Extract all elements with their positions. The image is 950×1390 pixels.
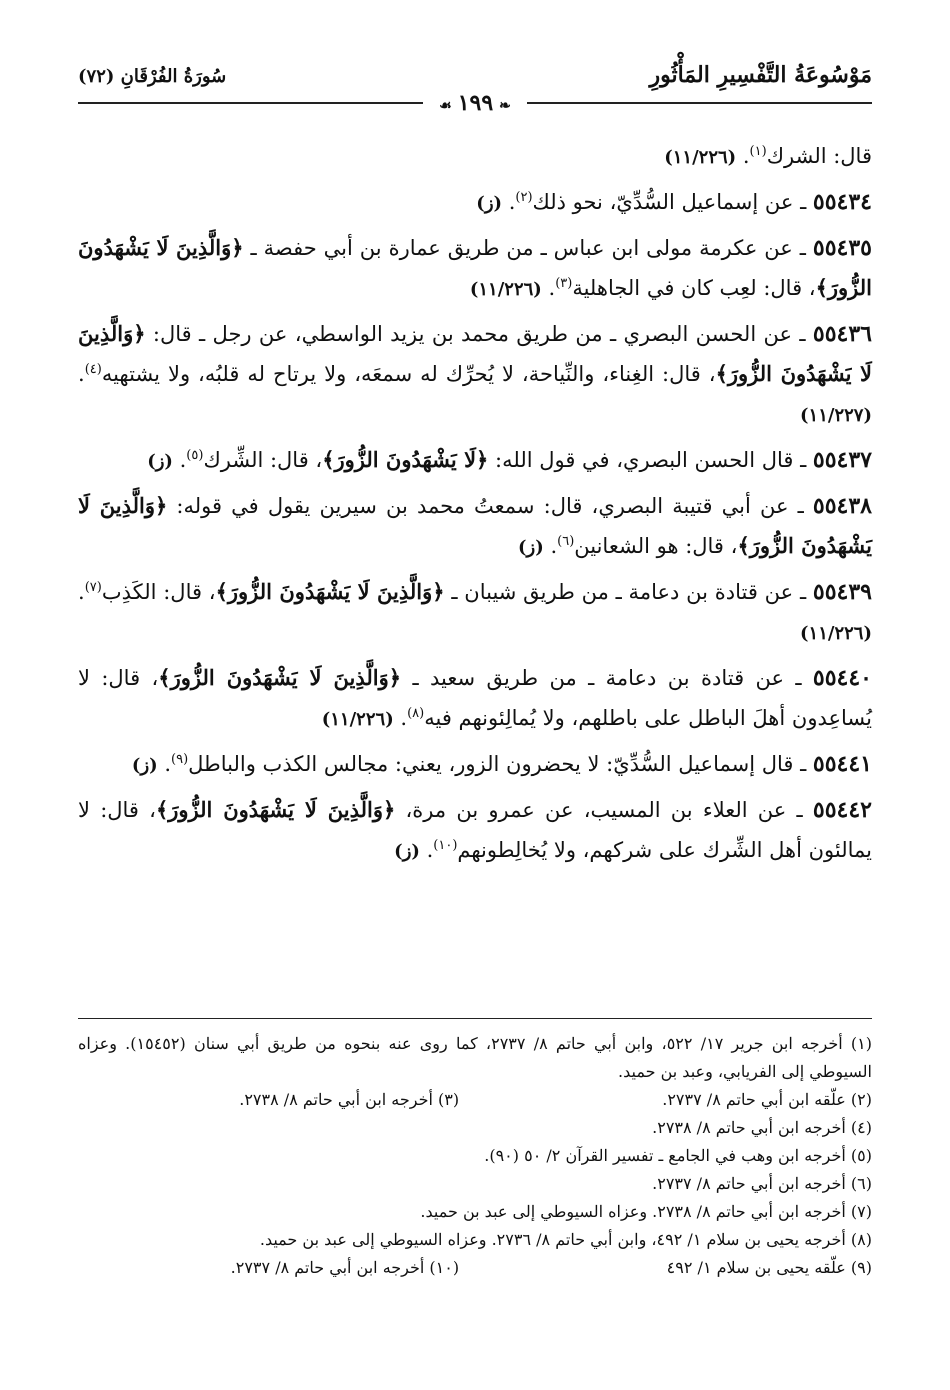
quran-quote: ﴿وَالَّذِينَ لَا يَشْهَدُونَ الزُّورَ﴾ xyxy=(78,493,872,558)
source-ref: (١١/٢٢٧) xyxy=(800,405,872,426)
footnote-rule xyxy=(78,1018,872,1019)
footnote-ref[interactable]: (٣) xyxy=(555,276,573,291)
footnote-10: (١٠) أخرجه ابن أبي حاتم ٨/ ٢٧٣٧. xyxy=(230,1258,460,1277)
footnote-ref[interactable]: (١٠) xyxy=(433,838,458,853)
paragraph-55435: ٥٥٤٣٥ ـ عن عكرمة مولى ابن عباس ـ من طريق عمارة بن أبي حفصة ـ ﴿وَالَّذِينَ لَا يَشْهَدُونَ الزُّورَ﴾، قال: لعِب كان في الجاهلية$^{(٣)}$. (١١/٢٢٦) xyxy=(78,235,872,300)
paragraph-55441: ٥٥٤٤١ ـ قال إسماعيل السُّدِّيّ: لا يحضرون الزور، يعني: مجالس الكذب والباطل$^{(٩)}$. (ز) xyxy=(131,751,872,777)
source-ref: (ز) xyxy=(147,451,173,472)
paragraph-55436: ٥٥٤٣٦ ـ عن الحسن البصري ـ من طريق محمد بن يزيد الواسطي، عن رجل ـ قال: ﴿وَالَّذِينَ لَا يَشْهَدُونَ الزُّورَ﴾، قال: الغِناء، والنِّياحة، لا يُحرِّك له سمعَه، ولا يرتاح له قلبُه، ولا يشتهيه$^{(٤)}$. (١١/٢٢٧) xyxy=(78,321,872,426)
narration-number: ٥٥٤٣٨ xyxy=(812,493,872,519)
narration-number: ٥٥٤٣٦ xyxy=(812,321,872,347)
footnote-5: (٥) أخرجه ابن وهب في الجامع ـ تفسير القرآن ٢/ ٥٠ (٩٠). xyxy=(484,1146,872,1165)
footnote-ref[interactable]: (٩) xyxy=(171,752,189,767)
page-header xyxy=(78,60,872,116)
source-ref: (١١/٢٢٦) xyxy=(800,623,872,644)
narration-number: ٥٥٤٤١ xyxy=(812,751,872,777)
source-ref: (ز) xyxy=(476,193,503,214)
source-ref: (١١/٢٢٦) xyxy=(321,709,394,730)
footnote-ref[interactable]: (٧) xyxy=(84,580,102,595)
source-ref: (١١/٢٢٦) xyxy=(469,279,542,300)
paragraph-55434: ٥٥٤٣٤ ـ عن إسماعيل السُّدِّيّ، نحو ذلك$^{(٢)}$. (ز) xyxy=(476,189,872,215)
quran-quote: ﴿وَالَّذِينَ لَا يَشْهَدُونَ الزُّورَ﴾ xyxy=(78,235,872,300)
footnote-ref[interactable]: (١) xyxy=(749,144,767,159)
footnote-9: (٩) علّقه يحيى بن سلام ١/ ٤٩٢ xyxy=(666,1258,872,1277)
page-number: ١٩٩ xyxy=(457,90,494,116)
narration-number: ٥٥٤٤٢ xyxy=(812,797,872,823)
page-number-box xyxy=(423,90,527,116)
narration-number: ٥٥٤٣٧ xyxy=(812,447,872,473)
surah-title: سُورَةُ الفُرْقَانِ (٧٢) xyxy=(78,66,227,87)
footnote-8: (٨) أخرجه يحيى بن سلام ١/ ٤٩٢، وابن أبي حاتم ٨/ ٢٧٣٦. وعزاه السيوطي إلى عبد بن حميد. xyxy=(259,1230,872,1249)
footnote-ref[interactable]: (٥) xyxy=(186,448,204,463)
source-ref: (ز) xyxy=(518,537,544,558)
footnotes xyxy=(78,1030,872,1282)
footnote-ref[interactable]: (٢) xyxy=(515,190,533,205)
ornament-icon: ❧ xyxy=(499,98,511,114)
paragraph-55438: ٥٥٤٣٨ ـ عن أبي قتيبة البصري، قال: سمعتُ محمد بن سيرين يقول في قوله: ﴿وَالَّذِينَ لَا يَشْهَدُونَ الزُّورَ﴾، قال: هو الشعانين$^{(٦)}$. (ز) xyxy=(78,493,872,558)
narration-number: ٥٥٤٣٩ xyxy=(812,579,872,605)
source-ref: (١١/٢٢٦) xyxy=(664,147,737,168)
footnote-ref[interactable]: (٨) xyxy=(407,706,425,721)
narration-number: ٥٥٤٤٠ xyxy=(812,665,872,691)
footnote-7: (٧) أخرجه ابن أبي حاتم ٨/ ٢٧٣٨. وعزاه السيوطي إلى عبد بن حميد. xyxy=(420,1202,872,1221)
paragraph-55437: ٥٥٤٣٧ ـ قال الحسن البصري، في قول الله: ﴿لَا يَشْهَدُونَ الزُّورَ﴾، قال: الشِّرك$^{(٥)}$. (ز) xyxy=(147,447,872,473)
footnote-ref[interactable]: (٤) xyxy=(84,362,102,377)
quran-quote: ﴿لَا يَشْهَدُونَ الزُّورَ﴾ xyxy=(322,447,489,472)
footnote-4: (٤) أخرجه ابن أبي حاتم ٨/ ٢٧٣٨. xyxy=(652,1118,872,1137)
quran-quote: ﴿وَالَّذِينَ لَا يَشْهَدُونَ الزُّورَ﴾ xyxy=(155,797,396,822)
paragraph-55440: ٥٥٤٤٠ ـ عن قتادة بن دعامة ـ من طريق سعيد ـ ﴿وَالَّذِينَ لَا يَشْهَدُونَ الزُّورَ﴾، قال: لا يُساعِدون أهلَ الباطل على باطلهم، ولا يُمالِئونهم فيه$^{(٨)}$. (١١/٢٢٦) xyxy=(78,665,872,730)
paragraph-55442: ٥٥٤٤٢ ـ عن العلاء بن المسيب، عن عمرو بن مرة، ﴿وَالَّذِينَ لَا يَشْهَدُونَ الزُّورَ﴾، قال: لا يمالئون أهل الشِّرك على شركهم، ولا يُخالِطونهم$^{(١٠)}$. (ز) xyxy=(78,797,872,862)
footnote-3: (٣) أخرجه ابن أبي حاتم ٨/ ٢٧٣٨. xyxy=(239,1090,460,1109)
paragraph-continued: قال: الشرك$^{(١)}$. (١١/٢٢٦) xyxy=(664,144,872,168)
source-ref: (ز) xyxy=(131,755,158,776)
ornament-icon: ☙ xyxy=(439,98,452,114)
footnote-1: (١) أخرجه ابن جرير ١٧/ ٥٢٢، وابن أبي حاتم ٨/ ٢٧٣٧، كما روى عنه بنحوه من طريق أبي سنان (١٥٤٥٢). وعزاه السيوطي إلى الفريابي، وعبد بن حميد. xyxy=(78,1034,873,1081)
quran-quote: ﴿وَالَّذِينَ لَا يَشْهَدُونَ الزُّورَ﴾ xyxy=(215,579,445,604)
main-text xyxy=(78,136,872,876)
footnote-2: (٢) علّقه ابن أبي حاتم ٨/ ٢٧٣٧. xyxy=(662,1090,872,1109)
narration-number: ٥٥٤٣٥ xyxy=(812,235,872,261)
paragraph-55439: ٥٥٤٣٩ ـ عن قتادة بن دعامة ـ من طريق شيبان ـ ﴿وَالَّذِينَ لَا يَشْهَدُونَ الزُّورَ﴾، قال: الكَذِب$^{(٧)}$. (١١/٢٢٦) xyxy=(78,579,872,644)
footnote-ref[interactable]: (٦) xyxy=(557,534,575,549)
book-title: مَوْسُوعَةُ التَّفْسِيرِ المَأْثُورِ xyxy=(649,62,872,88)
quran-quote: ﴿وَالَّذِينَ لَا يَشْهَدُونَ الزُّورَ﴾ xyxy=(158,665,402,690)
quran-quote: ﴿وَالَّذِينَ لَا يَشْهَدُونَ الزُّورَ﴾ xyxy=(78,321,872,386)
source-ref: (ز) xyxy=(394,841,420,862)
narration-number: ٥٥٤٣٤ xyxy=(812,189,872,215)
footnote-6: (٦) أخرجه ابن أبي حاتم ٨/ ٢٧٣٧. xyxy=(652,1174,872,1193)
